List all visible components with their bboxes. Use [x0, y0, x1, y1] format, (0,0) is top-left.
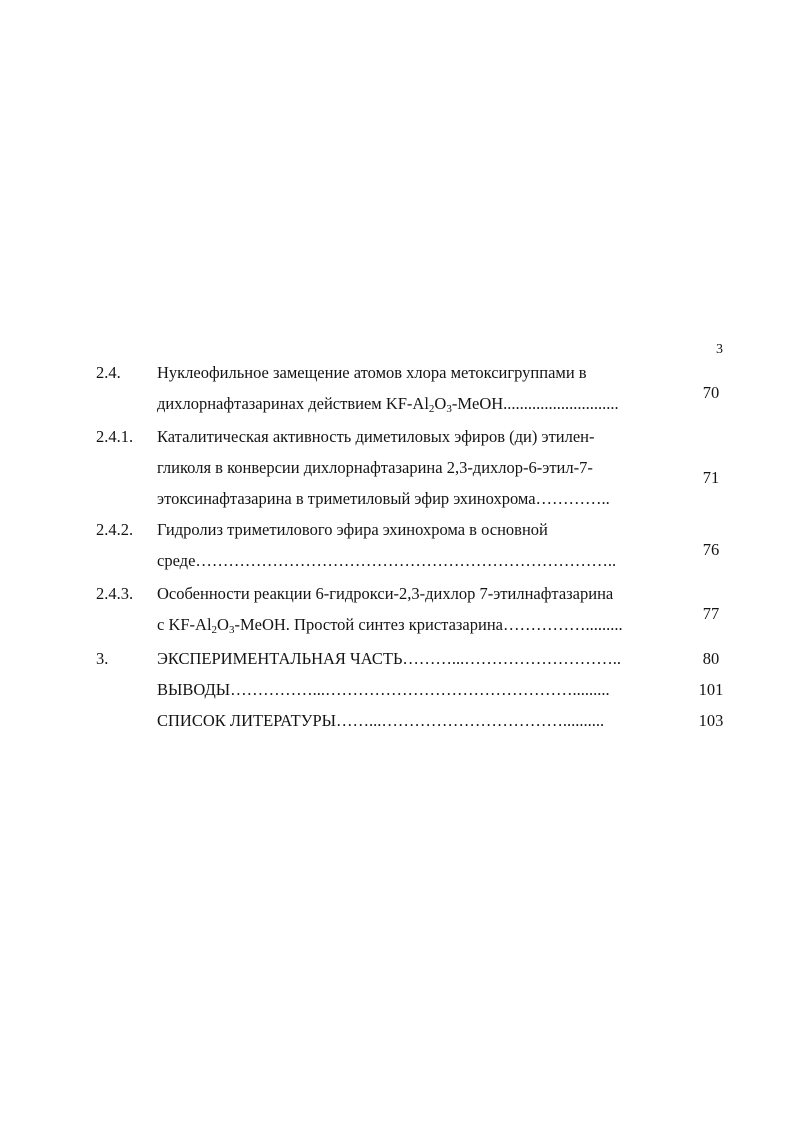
toc-entry-line: гликоля в конверсии дихлорнафтазарина 2,3-дихлор-6-этил-7-: [157, 458, 593, 477]
table-of-contents: [0, 357, 793, 736]
toc-entry-line: среде…………………………………………………………………..: [157, 551, 617, 570]
toc-entry-page: 103: [698, 711, 724, 730]
toc-entry-2-4-1: [0, 421, 793, 512]
toc-entry-line: ЭКСПЕРИМЕНТАЛЬНАЯ ЧАСТЬ………...………………………..: [157, 649, 622, 668]
toc-entry-conclusions: [0, 674, 793, 705]
toc-entry-line: Особенности реакции 6-гидрокси-2,3-дихлор 7-этилнафтазарина: [157, 584, 614, 603]
toc-entry-line: с $KF-Al_2O_3$-MeOH. Простой синтез кристазарина…………….........: [157, 615, 623, 636]
toc-entry-line: Гидролиз триметилового эфира эхинохрома в основной: [157, 520, 548, 539]
toc-entry-line: дихлорнафтазаринах действием $KF-Al_2O_3$-MeOH............................: [157, 394, 619, 415]
toc-entry-number: 2.4.1.: [96, 427, 134, 446]
toc-entry-page: 70: [702, 383, 720, 402]
toc-entry-title: [157, 643, 677, 674]
toc-entry-line: этоксинафтазарина в триметиловый эфир эхинохрома…………..: [157, 489, 610, 508]
toc-entry-references: [0, 705, 793, 736]
toc-entry-2-4-3: [0, 578, 793, 640]
toc-entry-line: СПИСОК ЛИТЕРАТУРЫ……...……………………………..........: [157, 711, 605, 730]
toc-entry-title: [157, 578, 677, 640]
toc-entry-title: [157, 674, 677, 705]
toc-entry-title: [157, 421, 677, 514]
toc-entry-2-4-2: [0, 514, 793, 576]
toc-entry-line: Нуклеофильное замещение атомов хлора метоксигруппами в: [157, 363, 587, 382]
toc-entry-page: 76: [702, 540, 720, 559]
toc-entry-line: Каталитическая активность диметиловых эфиров (ди) этилен-: [157, 427, 595, 446]
toc-entry-number: 2.4.: [96, 363, 121, 382]
toc-entry-page: 71: [702, 468, 720, 487]
toc-entry-page: 77: [702, 604, 720, 623]
toc-entry-number: 2.4.2.: [96, 520, 134, 539]
toc-entry-page: 80: [702, 649, 720, 668]
toc-entry-number: 2.4.3.: [96, 584, 134, 603]
toc-entry-3: [0, 643, 793, 674]
toc-entry-title: [157, 705, 677, 736]
toc-entry-title: [157, 514, 677, 576]
toc-entry-page: 101: [698, 680, 724, 699]
toc-entry-2-4: [0, 357, 793, 419]
toc-entry-line: ВЫВОДЫ……………...……………………………………….........: [157, 680, 610, 699]
toc-entry-number: 3.: [96, 649, 109, 668]
page-number: 3: [716, 342, 723, 357]
toc-entry-title: [157, 357, 677, 419]
